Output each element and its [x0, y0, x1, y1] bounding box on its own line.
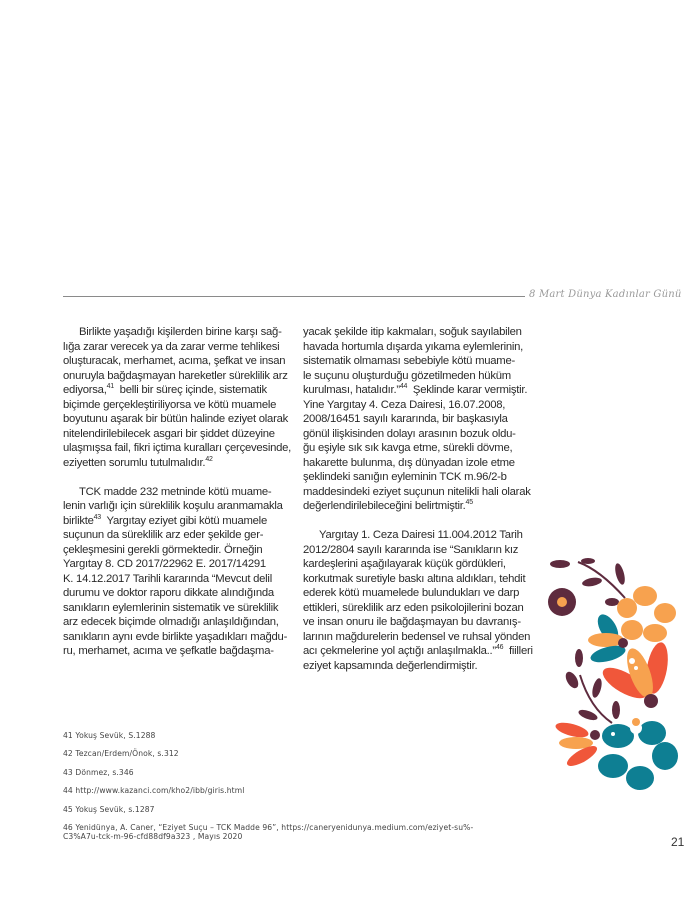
text-run: sistematik olmaması sebebiyle kötü muame- — [303, 355, 516, 367]
text-line — [63, 398, 288, 413]
footnote-46-line-1: 46 Yenidünya, A. Caner, “Eziyet Suçu – TCK Madde 96”, https://caneryenidunya.medium.com/eziyet-su%- — [63, 822, 474, 832]
small-plum-flower — [548, 588, 576, 616]
text-line — [303, 499, 535, 514]
text-line — [63, 369, 288, 384]
text-line — [303, 644, 535, 659]
text-column-right — [303, 325, 535, 688]
text-run: ru, merhamet, acıma ve şefkatle bağdaşma- — [63, 645, 274, 657]
text-run: havada hortumla dışarda yıkama eylemlerinin, — [303, 340, 524, 353]
paragraph — [303, 528, 535, 673]
text-run: şeklindeki sanığın eyleminin TCK m.96/2-b — [303, 471, 507, 483]
paragraph — [63, 485, 288, 659]
text-run: Şeklinde karar vermiştir. — [407, 384, 528, 396]
text-run: korkutmak suretiyle baskı altına aldıkları, tehdit — [303, 572, 526, 585]
footnote-ref: 43 — [93, 513, 101, 521]
text-run: oluşturacak, merhamet, acıma, şefkat ve insan — [63, 355, 286, 367]
text-line — [63, 456, 288, 471]
footnote-42: 42 Tezcan/Erdem/Önok, s.312 — [63, 749, 179, 759]
text-column-left — [63, 325, 292, 673]
text-run: 2008/16451 sayılı kararında, bir başkasıyla — [303, 413, 508, 425]
text-run: arz edecek biçimde olmadığı anlaşıldığından, — [63, 616, 279, 628]
text-run: suçunun da süreklilik arz eder şekilde ger- — [63, 529, 264, 541]
text-line — [303, 340, 535, 355]
header-rule — [63, 296, 525, 297]
footnotes — [63, 731, 473, 842]
text-line — [63, 572, 288, 587]
text-run: le suçunu oluşturduğu gözetilmeden hüküm — [303, 369, 511, 382]
text-line — [63, 485, 288, 500]
text-line — [63, 586, 288, 601]
text-line — [303, 572, 535, 587]
footnote-44: 44 http://www.kazanci.com/kho2/ibb/giris.html — [63, 786, 245, 796]
text-run: eziyetten sorumlu tutulmalıdır. — [63, 456, 206, 469]
text-run: fiilleri — [503, 645, 533, 657]
text-line — [63, 528, 288, 543]
text-line — [63, 325, 288, 340]
text-run: lenin varlığı için süreklilik koşulu aranmamakla — [63, 500, 283, 512]
text-line — [63, 427, 288, 442]
text-run: Yargıtay eziyet gibi kötü muamele — [100, 514, 267, 527]
text-line — [63, 499, 288, 514]
text-line — [303, 369, 535, 384]
footnote-ref: 46 — [495, 644, 504, 651]
text-line — [303, 325, 535, 340]
text-run: ettikleri, süreklilik arz eden psikolojilerini bozan — [303, 601, 524, 614]
text-run: nitelendirilebilecek asgari bir şiddet düzeyine — [63, 427, 275, 440]
text-run: ulaşmışsa fail, fikri içtima kuralları çerçevesinde, — [63, 442, 292, 454]
text-run: ediyorsa, — [63, 384, 107, 396]
text-run: Yargıtay 8. CD 2017/22962 E. 2017/14291 — [63, 558, 266, 570]
page-number: 21 — [671, 835, 685, 849]
text-run: 2012/2804 sayılı kararında ise “Sanıkların kız — [303, 543, 519, 556]
text-run: yacak şekilde itip kakmaları, soğuk sayılabilen — [303, 326, 522, 338]
text-line — [303, 557, 535, 572]
text-line — [63, 557, 288, 572]
paragraph — [63, 325, 292, 470]
text-line — [303, 528, 535, 543]
text-line — [303, 543, 535, 558]
text-line — [63, 601, 288, 616]
footnote-43: 43 Dönmez, s.346 — [63, 767, 134, 777]
text-line — [303, 586, 535, 601]
text-run: Yargıtay 1. Ceza Dairesi 11.004.2012 Tarih — [319, 529, 523, 541]
text-line — [303, 601, 535, 616]
floral-ornament-icon — [540, 558, 700, 798]
teal-bud — [588, 611, 628, 665]
text-run: sanıkların aynı evde birlikte yaşadıkları mağdu- — [63, 630, 288, 643]
text-run: birlikte — [63, 514, 94, 527]
text-line — [303, 630, 535, 645]
text-line — [63, 340, 288, 355]
text-run: K. 14.12.2017 Tarihli kararında “Mevcut delil — [63, 572, 272, 585]
text-run: sanıkların eylemlerinin sistematik ve süreklilik — [63, 601, 279, 614]
text-line — [303, 485, 535, 500]
text-run: belli bir süreç içinde, sistematik — [113, 384, 267, 396]
text-line — [63, 514, 288, 529]
footnote-46 — [63, 823, 473, 842]
running-header: 8 Mart Dünya Kadınlar Günü — [529, 289, 682, 300]
text-line — [303, 427, 535, 442]
teal-flower — [598, 718, 678, 790]
text-line — [303, 659, 535, 674]
text-run: maddesindeki eziyet suçunun nitelikli hali olarak — [303, 485, 531, 498]
paragraph — [303, 325, 535, 514]
footnote-46-line-2: C3%A7u-tck-m-96-cfd88df9a323 , Mayıs 2020 — [63, 832, 243, 842]
text-run: lığa zarar verecek ya da zarar verme tehlikesi — [63, 340, 280, 353]
text-run: TCK madde 232 metninde kötü muame- — [79, 485, 272, 498]
text-line — [63, 412, 288, 427]
text-run: çekleşmesini gerekli görmektedir. Örneğin — [63, 543, 263, 556]
text-line — [303, 383, 535, 398]
text-line — [63, 383, 288, 398]
text-run: durumu ve doktor raporu dikkate alındığında — [63, 587, 274, 599]
text-run: ğu eşiyle sık sık kavga etme, sürekli dövme, — [303, 442, 513, 454]
text-run: değerlendirilebileceğini belirtmiştir. — [303, 500, 466, 512]
footnote-ref: 45 — [465, 499, 473, 506]
text-run: kurulması, hatalıdır.” — [303, 384, 400, 396]
text-run: onuruyla bağdaşmayan hareketler süreklilik arz — [63, 369, 288, 382]
text-run: biçimde gerçekleştiriliyorsa ve kötü muamele — [63, 398, 277, 411]
text-run: acı çekmelerine yol açtığı anlaşılmakla..” — [303, 645, 496, 657]
text-run: Yine Yargıtay 4. Ceza Dairesi, 16.07.2008, — [303, 398, 506, 411]
text-line — [63, 543, 288, 558]
orange-flower — [617, 586, 676, 642]
text-run: larının mağdurelerin bedensel ve ruhsal yönden — [303, 630, 531, 643]
text-line — [303, 441, 535, 456]
text-run: ve insan onuru ile bağdaşmayan bu davranış- — [303, 616, 521, 628]
text-run: boyutunu aşarak bir bütün halinde eziyet olarak — [63, 413, 289, 425]
text-line — [63, 441, 292, 456]
footnote-45: 45 Yokuş Sevük, s.1287 — [63, 804, 155, 814]
footnote-ref: 44 — [399, 383, 408, 390]
text-run: Birlikte yaşadığı kişilerden birine karşı sağ- — [79, 326, 282, 338]
text-line — [63, 615, 288, 630]
text-line — [303, 398, 535, 413]
text-run: gönül ilişkisinden dolayı arasının bozuk oldu- — [303, 427, 516, 440]
footnote-41: 41 Yokuş Sevük, S.1288 — [63, 731, 156, 740]
text-run: hakarette bulunma, dış dünyadan izole etme — [303, 456, 515, 469]
text-run: ederek kötü muamelede bulundukları ve darp — [303, 587, 520, 599]
text-line — [63, 630, 288, 645]
text-line — [63, 644, 288, 659]
text-line — [303, 456, 535, 471]
text-line — [63, 354, 288, 369]
footnote-ref: 41 — [106, 383, 114, 390]
text-line — [303, 412, 535, 427]
text-run: kardeşlerini aşağılayarak küçük gördükleri, — [303, 558, 506, 570]
footnote-ref: 42 — [205, 455, 213, 463]
text-line — [303, 354, 535, 369]
text-run: eziyet kapsamında değerlendirmiştir. — [303, 659, 478, 672]
text-line — [303, 615, 535, 630]
text-line — [303, 470, 535, 485]
small-coral-flower — [554, 720, 600, 770]
